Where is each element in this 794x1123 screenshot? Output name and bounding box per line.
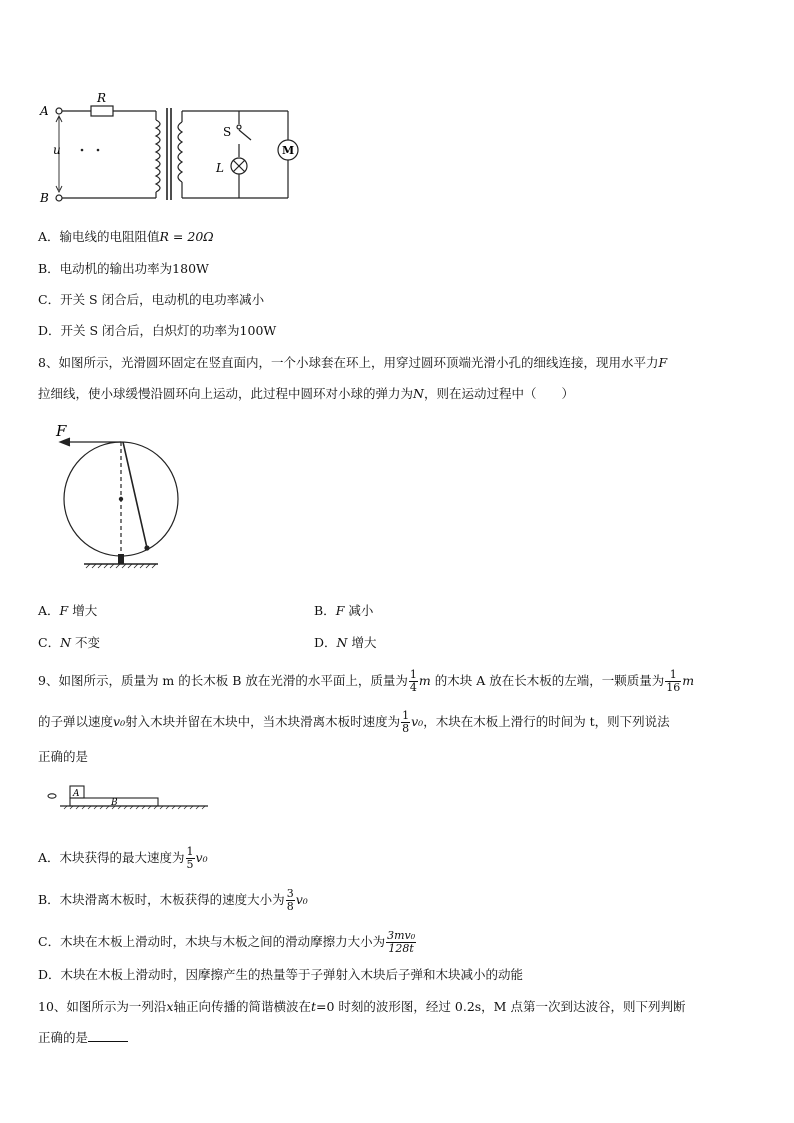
q9-option-c: C．木块在木板上滑动时，木块与木板之间的滑动摩擦力大小为 $\frac{\text{3mv₀}}{128t}$	[38, 929, 416, 955]
q8-option-c: C．N 不变	[38, 635, 100, 650]
q7-option-b: B．电动机的输出功率为180W	[38, 261, 209, 276]
q10-stem-line-1: 10、如图所示为一列沿x轴正向传播的简谐横波在t=0 时刻的波形图，经过 0.2s，M 点第一次到达波谷，则下列判断	[38, 999, 686, 1014]
fraction-sixteenth: $\frac{1}{16}$	[666, 668, 681, 694]
q8-option-d: D．N 增大	[314, 635, 377, 650]
terminal-a-label: A	[40, 104, 49, 118]
lamp-label: L	[216, 161, 224, 175]
fraction-quarter: $\frac{1}{4}$	[409, 668, 417, 694]
motor-label: M	[282, 144, 295, 157]
ring-ball-diagram	[52, 420, 187, 570]
q9-option-a: A．木块获得的最大速度为 $\frac{1}{5}$ v₀	[38, 845, 208, 871]
terminal-b-label: B	[40, 191, 49, 205]
q8-stem-line-1: 8、如图所示，光滑圆环固定在竖直面内，一个小球套在环上，用穿过圆环顶端光滑小孔的细线连接，现用水平力F	[38, 355, 668, 370]
q7-option-a: A．输电线的电阻阻值R = 20Ω	[38, 229, 214, 244]
q8-stem-line-2: 拉细线，使小球缓慢沿圆环向上运动，此过程中圆环对小球的弹力为N，则在运动过程中（ ）	[38, 386, 574, 401]
transformer-circuit-diagram	[38, 92, 298, 212]
q7-option-c: C．开关 S 闭合后，电动机的电功率减小	[38, 292, 265, 307]
q9-stem-line-3: 正确的是	[38, 749, 89, 764]
voltage-label: u	[53, 143, 61, 157]
resistor-label: R	[97, 91, 107, 105]
q10-stem-line-2: 正确的是	[38, 1029, 128, 1047]
block-a-label: A	[73, 789, 80, 799]
block-board-diagram	[38, 780, 218, 810]
q9-stem-line-2: 的子弹以速度v₀射入木块并留在木块中，当木块滑离木板时速度为 $\frac{1}{8}$ v₀，木块在木板上滑行的时间为 t，则下列说法	[38, 709, 670, 735]
q7-option-d: D．开关 S 闭合后，白炽灯的功率为100W	[38, 323, 277, 338]
q8-option-a: A．F 增大	[38, 603, 98, 618]
answer-blank	[88, 1029, 128, 1042]
fraction-eighth: $\frac{1}{8}$	[402, 709, 410, 735]
switch-label: S	[223, 125, 232, 139]
q8-option-b: B．F 减小	[314, 603, 374, 618]
resistance-formula: R = 20Ω	[159, 229, 214, 244]
q9-stem-line-1: 9、如图所示，质量为 m 的长木板 B 放在光滑的水平面上，质量为 $\frac{1}{4}$ m 的木块 A 放在长木板的左端，一颗质量为 $\frac{1}{16}$ m	[38, 668, 695, 694]
board-b-label: B	[111, 798, 118, 808]
q9-option-b: B．木块滑离木板时，木板获得的速度大小为 $\frac{3}{8}$ v₀	[38, 887, 308, 913]
q9-option-d: D．木块在木板上滑动时，因摩擦产生的热量等于子弹射入木块后子弹和木块减小的动能	[38, 967, 524, 982]
force-label: F	[56, 422, 67, 440]
